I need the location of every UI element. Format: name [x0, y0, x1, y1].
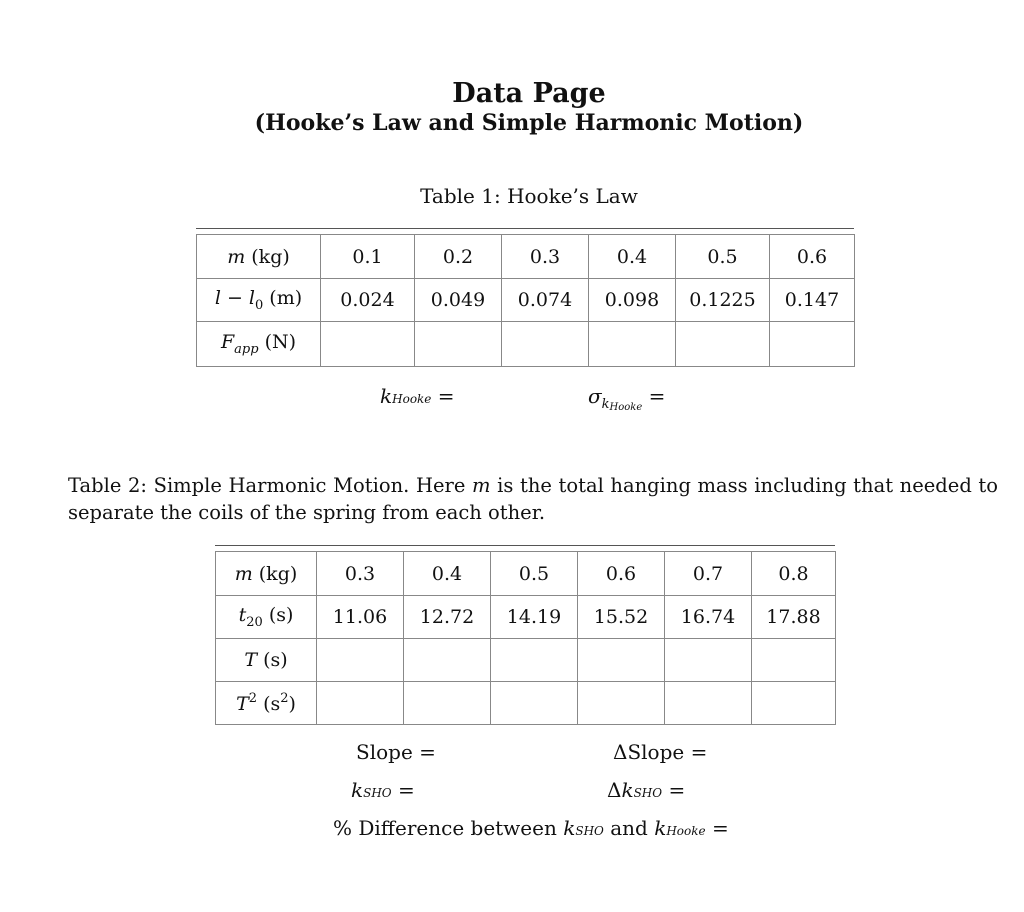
table-cell-empty[interactable] [676, 322, 770, 367]
row-header-mass: m (kg) [216, 552, 317, 596]
table-row [216, 682, 836, 725]
k-sho-label: kSHO = [351, 778, 415, 802]
table-cell: 0.8 [752, 552, 836, 596]
slope-label: Slope = [356, 740, 436, 764]
page-title: Data Page [452, 78, 606, 109]
table-cell: 0.6 [770, 235, 855, 279]
table-cell-empty[interactable] [665, 639, 752, 682]
table-cell-empty[interactable] [578, 639, 665, 682]
table-cell: 12.72 [404, 596, 491, 639]
hookes-law-table [196, 234, 855, 367]
table-row [216, 639, 836, 682]
page-subtitle: (Hooke’s Law and Simple Harmonic Motion) [254, 110, 804, 136]
delta-k-sho-label: ΔkSHO = [607, 778, 686, 802]
table-cell: 16.74 [665, 596, 752, 639]
table-cell: 0.049 [415, 279, 502, 322]
shm-table [215, 551, 836, 725]
table-cell-empty[interactable] [404, 639, 491, 682]
table-cell-empty[interactable] [752, 639, 836, 682]
table-cell: 17.88 [752, 596, 836, 639]
table-cell: 0.4 [589, 235, 676, 279]
table-cell: 0.3 [502, 235, 589, 279]
table-cell: 0.5 [491, 552, 578, 596]
table2-caption: Table 2: Simple Harmonic Motion. Here m is the total hanging mass including that needed to separate the coils of the spring from each other. [68, 474, 998, 524]
table-row [197, 322, 855, 367]
table-cell-empty[interactable] [589, 322, 676, 367]
table-cell-empty[interactable] [317, 682, 404, 725]
row-header-mass: m (kg) [197, 235, 321, 279]
row-header-time: $t_{20}$ (s) [216, 596, 317, 639]
table-cell: 0.2 [415, 235, 502, 279]
table-row [216, 596, 836, 639]
percent-difference-label: % Difference between kSHO and kHooke = [333, 816, 729, 840]
sigma-k-hooke-label: $\sigma_{kHooke}$ = [588, 384, 666, 413]
table-cell-empty[interactable] [502, 322, 589, 367]
table2-top-rule [215, 545, 835, 546]
table-row [216, 552, 836, 596]
table-cell: 0.1225 [676, 279, 770, 322]
table-cell-empty[interactable] [317, 639, 404, 682]
table-cell: 0.7 [665, 552, 752, 596]
table-cell: 0.3 [317, 552, 404, 596]
table1-caption: Table 1: Hooke’s Law [420, 184, 638, 208]
table-cell-empty[interactable] [491, 682, 578, 725]
table-cell-empty[interactable] [404, 682, 491, 725]
table-cell-empty[interactable] [752, 682, 836, 725]
table-cell: 0.098 [589, 279, 676, 322]
table-cell: 0.6 [578, 552, 665, 596]
table-cell-empty[interactable] [665, 682, 752, 725]
table-row [197, 279, 855, 322]
table-cell-empty[interactable] [321, 322, 415, 367]
row-header-period: T (s) [216, 639, 317, 682]
row-header-period-squared: $T^2$ $(s^2)$ [216, 682, 317, 725]
table-cell-empty[interactable] [770, 322, 855, 367]
delta-slope-label: ΔSlope = [613, 740, 708, 764]
table-cell: 0.5 [676, 235, 770, 279]
table-row [197, 235, 855, 279]
row-header-extension: $l - l_0$ (m) [197, 279, 321, 322]
table-cell: 0.024 [321, 279, 415, 322]
table-cell: 14.19 [491, 596, 578, 639]
table-cell: 0.4 [404, 552, 491, 596]
table-cell-empty[interactable] [578, 682, 665, 725]
table-cell-empty[interactable] [491, 639, 578, 682]
table-cell-empty[interactable] [415, 322, 502, 367]
table-cell: 15.52 [578, 596, 665, 639]
table1-top-rule [196, 228, 854, 229]
k-hooke-label: kHooke = [380, 384, 455, 408]
table-cell: 0.074 [502, 279, 589, 322]
table-cell: 11.06 [317, 596, 404, 639]
table-cell: 0.147 [770, 279, 855, 322]
row-header-force: $F_{app}$ (N) [197, 322, 321, 367]
table-cell: 0.1 [321, 235, 415, 279]
